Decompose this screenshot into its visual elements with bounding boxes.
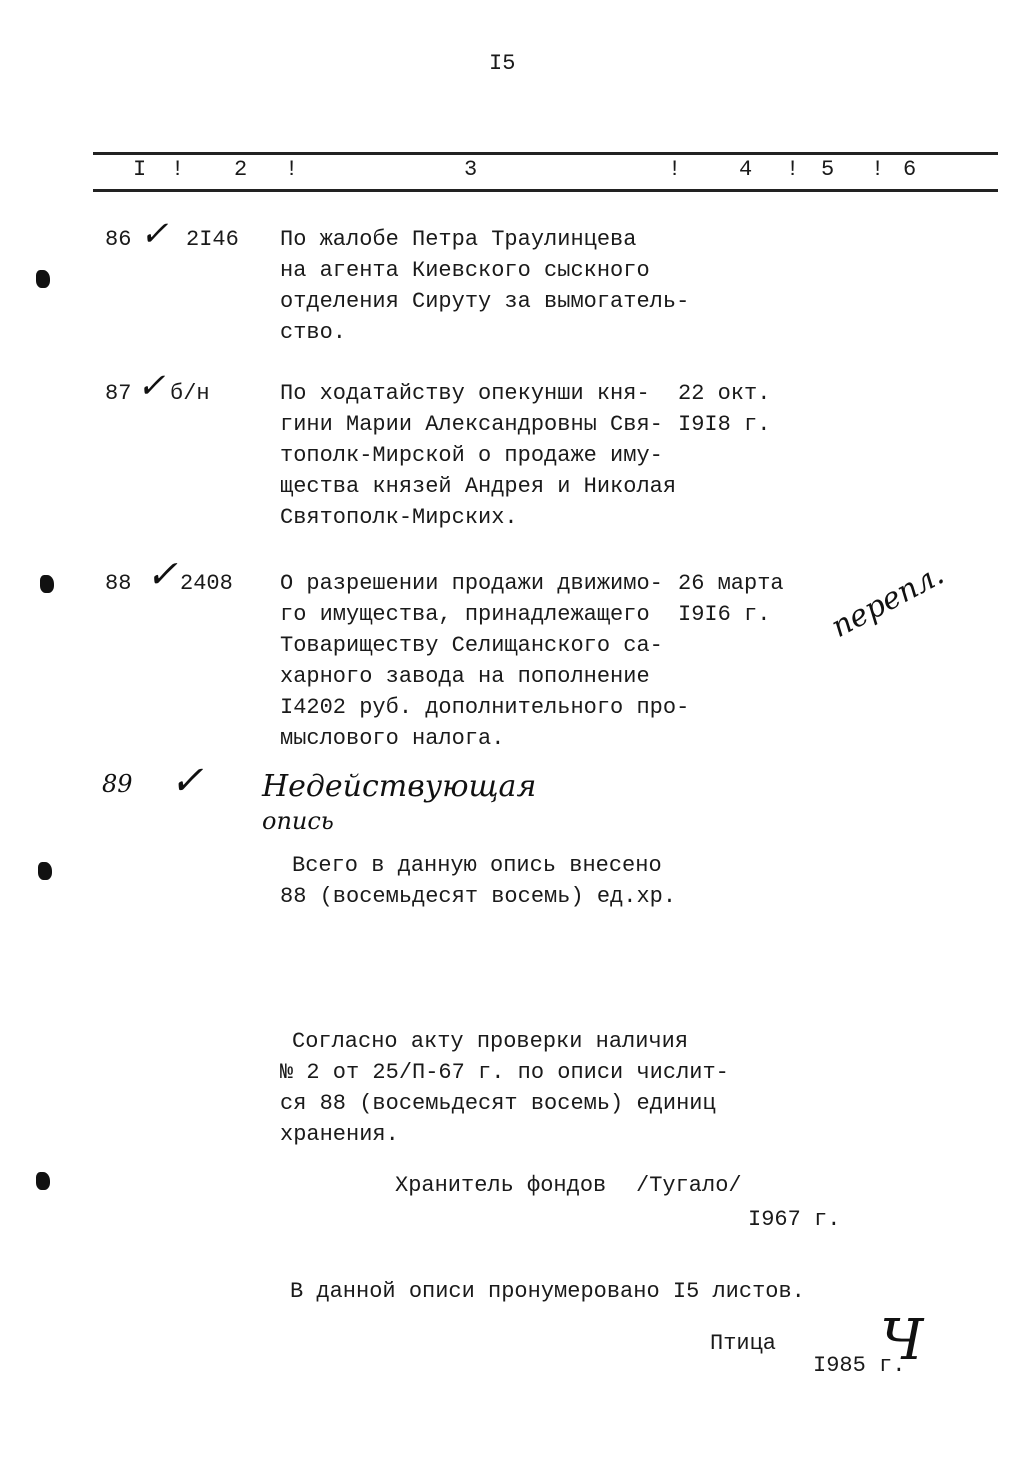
page-number: I5 [489, 51, 516, 76]
handwritten-signature: Ч [880, 1308, 924, 1373]
numbering-statement: В данной описи пронумеровано I5 листов. [290, 1279, 805, 1304]
note-line: Недействующая [262, 769, 537, 804]
verification-line: № 2 от 25/П-67 г. по описи числит- [280, 1060, 729, 1085]
entry-number: 89 [102, 770, 133, 798]
date-line: 26 марта [678, 571, 784, 596]
case-number: б/н [170, 381, 210, 406]
numbering-signer: Птица [710, 1331, 777, 1356]
title-line: на агента Киевского сыскного [280, 258, 650, 283]
signer-name: /Тугало/ [636, 1173, 742, 1198]
header-sep: ! [668, 157, 682, 182]
check-mark-icon: ✓ [146, 552, 178, 596]
title-line: гини Марии Александровны Свя- [280, 412, 663, 437]
date-line: I9I8 г. [678, 412, 771, 437]
entry-number: 87 [105, 381, 132, 406]
punch-hole-mark [36, 1172, 50, 1190]
verification-year: I967 г. [748, 1207, 841, 1232]
header-col-2: 2 [234, 157, 248, 182]
case-dates [678, 378, 770, 440]
numbering-year: I985 г. [813, 1353, 906, 1378]
entry-number: 86 [105, 227, 132, 252]
case-dates [678, 568, 784, 630]
case-number: 2I46 [186, 227, 239, 252]
title-line: Товариществу Селищанского са- [280, 633, 663, 658]
title-line: тополк-Мирской о продаже иму- [280, 443, 663, 468]
header-col-1: I [133, 157, 147, 182]
title-line: По ходатайству опекунши кня- [280, 381, 650, 406]
summary-line: Всего в данную опись внесено [292, 853, 662, 878]
title-line: харного завода на пополнение [280, 664, 650, 689]
title-line: го имущества, принадлежащего [280, 602, 650, 627]
header-col-6: 6 [903, 157, 917, 182]
case-title [280, 378, 676, 533]
punch-hole-mark [38, 862, 52, 880]
header-col-4: 4 [739, 157, 753, 182]
summary-block [280, 850, 676, 912]
case-number: 2408 [180, 571, 233, 596]
header-rule-bottom [93, 189, 998, 192]
verification-line: хранения. [280, 1122, 399, 1147]
header-sep: ! [786, 157, 800, 182]
title-line: I4202 руб. дополнительного про- [280, 695, 690, 720]
check-mark-icon: ✓ [170, 758, 204, 804]
header-rule-top [93, 152, 998, 155]
verification-block [280, 1026, 729, 1150]
date-line: I9I6 г. [678, 602, 771, 627]
check-mark-icon: ✓ [137, 366, 166, 406]
header-sep: ! [171, 157, 185, 182]
case-title [280, 568, 689, 754]
case-title [280, 224, 689, 348]
title-line: щества князей Андрея и Николая [280, 474, 677, 499]
title-line: ство. [280, 320, 347, 345]
title-line: По жалобе Петра Траулинцева [280, 227, 637, 252]
title-line: мыслового налога. [280, 726, 505, 751]
title-line: Святополк-Мирских. [280, 505, 518, 530]
entry-number: 88 [105, 571, 132, 596]
margin-handwritten-note: перепл. [825, 556, 950, 645]
title-line: отделения Сируту за вымогатель- [280, 289, 690, 314]
date-line: 22 окт. [678, 381, 771, 406]
check-mark-icon: ✓ [140, 214, 169, 254]
verification-line: Согласно акту проверки наличия [292, 1029, 689, 1054]
header-col-3: 3 [464, 157, 478, 182]
verification-line: ся 88 (восемьдесят восемь) единиц [280, 1091, 716, 1116]
title-line: О разрешении продажи движимо- [280, 571, 663, 596]
summary-line: 88 (восемьдесят восемь) ед.хр. [280, 884, 677, 909]
header-sep: ! [871, 157, 885, 182]
handwritten-note [262, 770, 536, 838]
header-col-5: 5 [821, 157, 835, 182]
punch-hole-mark [40, 575, 54, 593]
header-sep: ! [285, 157, 299, 182]
note-line: опись [262, 807, 334, 835]
signer-role: Хранитель фондов [395, 1173, 607, 1198]
punch-hole-mark [36, 270, 50, 288]
